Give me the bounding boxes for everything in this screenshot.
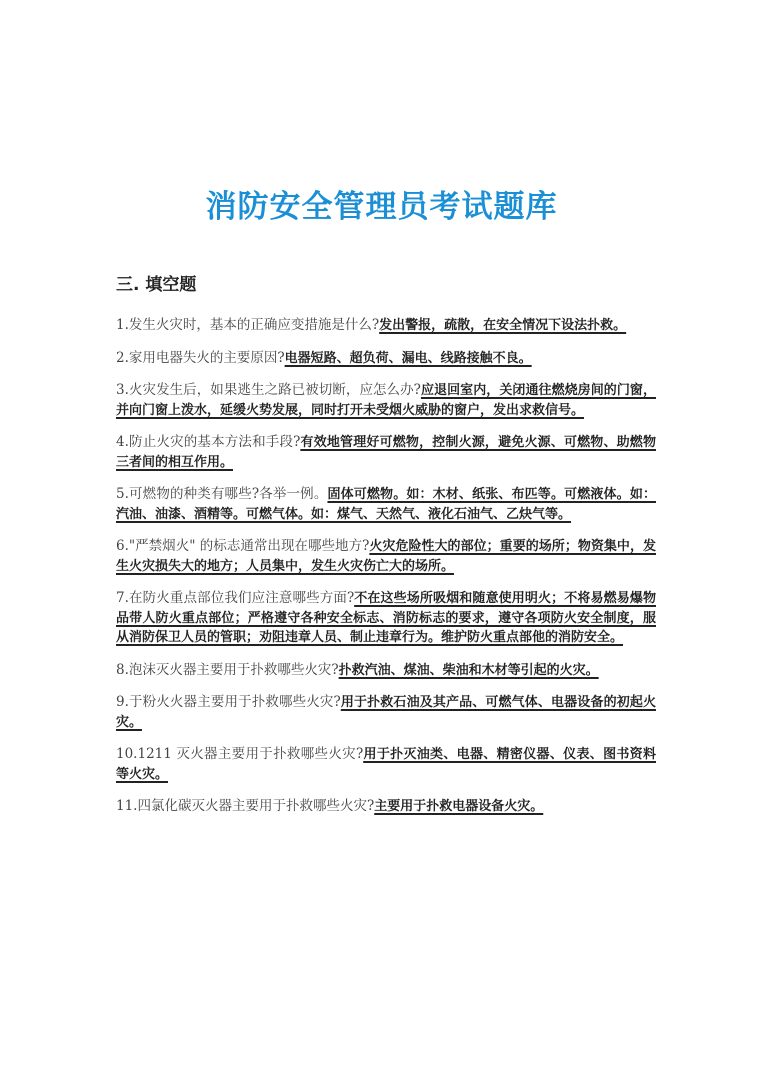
answer-text: 主要用于扑救电器设备火灾。: [374, 799, 544, 814]
question-item: [116, 349, 656, 369]
question-item: [116, 316, 656, 336]
question-item: [116, 433, 656, 472]
answer-text: 发出警报，疏散，在安全情况下设法扑救。: [379, 318, 627, 333]
page-title: 消防安全管理员考试题库: [205, 188, 558, 225]
question-number: 9.: [116, 694, 129, 710]
question-item: [116, 745, 656, 784]
question-text: 发生火灾时，基本的正确应变措施是什么?: [128, 317, 380, 333]
section-heading: 三. 填空题: [116, 275, 197, 295]
question-text: 于粉火火器主要用于扑救哪些火灾?: [128, 694, 341, 710]
question-text: 家用电器失火的主要原因?: [128, 349, 285, 366]
question-number: 5.: [116, 486, 129, 502]
question-text: 火灾发生后，如果逃生之路已被切断，应怎么办?: [128, 382, 421, 398]
answer-text: 应退回室内，关闭通往燃烧房间的门窗，并向门窗上泼水，延缓火势发展，同时打开未受烟火威胁的窗户，发出求救信号。: [116, 383, 656, 418]
question-number: 4.: [116, 434, 129, 450]
question-item: [116, 485, 656, 524]
question-text: 防止火灾的基本方法和手段?: [128, 434, 301, 450]
question-list: [116, 316, 656, 830]
answer-text: 有效地管理好可燃物，控制火源，避免火源、可燃物、助燃物三者间的相互作用。: [116, 435, 656, 470]
answer-text: 不在这些场所吸烟和随意使用明火；不将易燃易爆物品带人防火重点部位；严格遵守各种安全标志、消防标志的要求，遵守各项防火安全制度，服从消防保卫人员的管职；劝阻违章人员、制止违章行为。维护防火重点部他的消防安全。: [116, 591, 656, 645]
question-number: 8.: [116, 661, 129, 678]
question-text: 在防火重点部位我们应注意哪些方面?: [128, 590, 355, 606]
answer-text: 火灾危险性大的部位；重要的场所；物资集中，发生火灾损失大的地方；人员集中，发生火灾伤亡大的场所。: [116, 539, 656, 574]
answer-text: 固体可燃物。如：木材、纸张、布匹等。可燃液体。如：汽油、油漆、酒精等。可燃气体。如：煤气、天然气、液化石油气、乙炔气等。: [116, 487, 656, 522]
question-item: [116, 381, 656, 420]
question-text: 泡沫灭火器主要用于扑救哪些火灾?: [128, 661, 339, 678]
question-item: [116, 589, 656, 648]
answer-text: 电器短路、超负荷、漏电、线路接触不良。: [284, 350, 532, 366]
question-number: 10.: [116, 746, 138, 762]
question-text: 1211 灭火器主要用于扑救哪些火灾?: [137, 746, 364, 762]
question-text: 四氯化碳灭火器主要用于扑救哪些火灾?: [137, 798, 375, 814]
question-number: 3.: [116, 382, 129, 398]
answer-text: 用于扑救石油及其产品、可燃气体、电器设备的初起火灾。: [116, 695, 656, 730]
question-number: 6.: [116, 538, 129, 554]
question-item: [116, 693, 656, 732]
question-number: 7.: [116, 590, 129, 606]
question-text: "严禁烟火" 的标志通常出现在哪些地方?: [128, 538, 370, 554]
question-item: [116, 797, 656, 817]
question-number: 11.: [116, 798, 138, 814]
question-item: [116, 537, 656, 576]
answer-text: 扑救汽油、煤油、柴油和木材等引起的火灾。: [338, 662, 599, 678]
question-number: 1.: [116, 317, 129, 333]
question-number: 2.: [116, 349, 129, 366]
answer-text: 用于扑灭油类、电器、精密仪器、仪表、图书资料等火灾。: [116, 747, 656, 782]
question-item: [116, 661, 656, 681]
question-text: 可燃物的种类有哪些?各举一例。: [128, 486, 328, 502]
